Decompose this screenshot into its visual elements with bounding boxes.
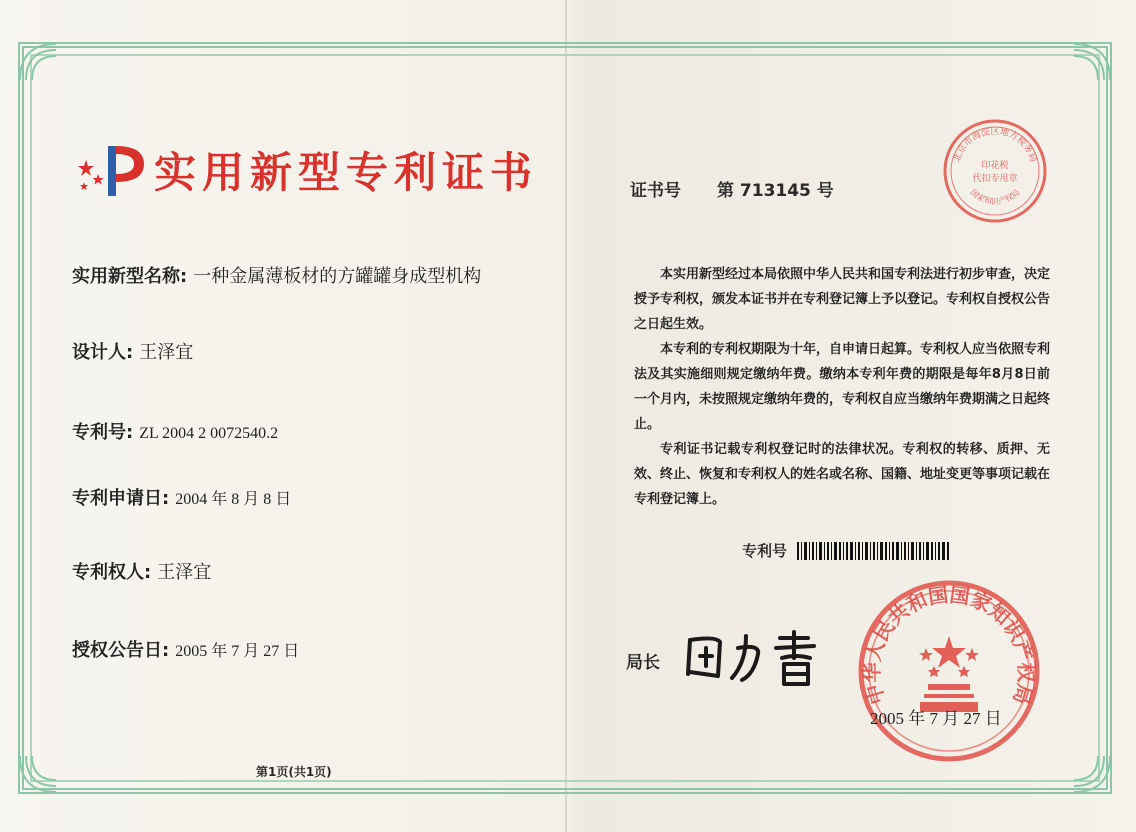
certificate-title-block [78,140,538,200]
body-paragraph-1: 本实用新型经过本局依照中华人民共和国专利法进行初步审查，决定授予专利权，颁发本证书并在专利登记簿上予以登记。专利权自授权公告之日起生效。 [634,267,1051,332]
issue-date: 2005 年 7 月 27 日 [870,709,1002,728]
small-seal-ring-text: 北京市海淀区地方税务局 [952,127,1038,164]
svg-text:国家知识产权局 [969,188,1022,206]
corner-ornament-top-left [16,40,60,84]
certificate-number [630,176,834,201]
certificate-body-text [634,262,1050,512]
barcode-icon [797,542,949,560]
filing-date-row [72,484,291,510]
filing-date-label: 专利申请日: [72,488,170,509]
patent-number-label: 专利号: [72,422,134,443]
corner-ornament-bottom-left [16,752,60,796]
patent-number-barcode-row [742,540,949,561]
small-seal-center-line-2: 代扣专用章 [972,174,1018,184]
designer-row [72,338,193,364]
patentee-label: 专利权人: [72,562,152,583]
patentee-row [72,558,211,584]
director-signature [676,618,846,690]
small-seal-center-line-1: 印花税 [981,161,1009,171]
patent-number-value: ZL 2004 2 0072540.2 [139,425,279,442]
announcement-date-row [72,636,299,662]
page-number: 第1页(共1页) [256,765,332,779]
designer-label: 设计人: [72,342,134,363]
small-seal-bottom-text: 国家知识产权局 [968,187,1022,206]
announcement-date-label: 授权公告日: [72,640,170,661]
tax-seal-stamp [940,116,1050,226]
utility-model-name-label: 实用新型名称: [72,266,188,287]
utility-model-name-value: 一种金属薄板材的方罐罐身成型机构 [193,266,482,287]
filing-date-value: 2004 年 8 月 8 日 [175,491,292,508]
announcement-date-value: 2005 年 7 月 27 日 [175,643,300,660]
big-seal-ring-text: 中华人民共和国国家知识产权局 [859,582,1039,708]
barcode-label: 专利号 [742,542,788,560]
designer-value: 王泽宜 [139,342,194,363]
director-label: 局长 [626,653,660,673]
body-paragraph-3: 专利证书记载专利权登记时的法律状况。专利权的转移、质押、无效、终止、恢复和专利权人的姓名或名称、国籍、地址变更等事项记载在专利登记簿上。 [634,442,1051,507]
certificate-number-label: 证书号 [630,181,681,201]
national-ip-office-seal-stamp [856,578,1042,764]
body-paragraph-2: 本专利的专利权期限为十年，自申请日起算。专利权人应当依照专利法及其实施细则规定缴纳年费。缴纳本专利年费的期限是每年8月8日前一个月内，未按照规定缴纳年费的，专利权自应当缴纳年费期满之日起终止。 [634,342,1051,432]
certificate-number-value: 第 713145 号 [717,181,834,201]
patent-number-row [72,418,278,444]
utility-model-name-row [72,262,481,288]
corner-ornament-bottom-right [1070,752,1114,796]
patent-office-logo-icon [78,140,148,200]
patentee-value: 王泽宜 [157,562,212,583]
corner-ornament-top-right [1070,40,1114,84]
national-emblem-icon [919,636,979,712]
certificate-title: 实用新型专利证书 [154,148,539,197]
